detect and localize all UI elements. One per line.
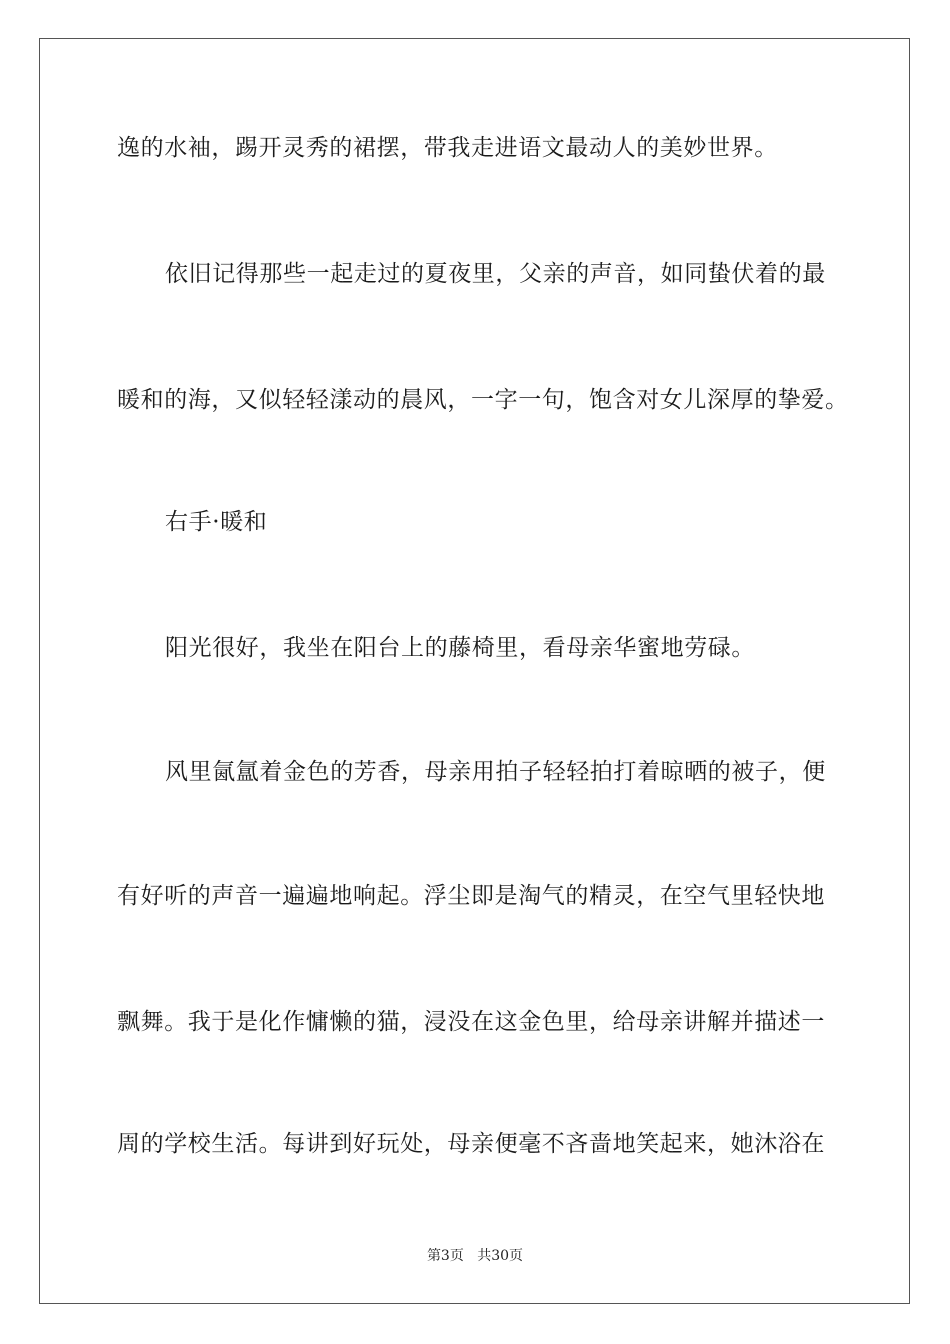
page-number: 第3页 xyxy=(426,1248,464,1264)
page-total: 共30页 xyxy=(477,1248,524,1264)
paragraph-line-4: 阳光很好，我坐在阳台上的藤椅里，看母亲华蜜地劳碌。 xyxy=(165,635,755,661)
paragraph-line-1: 逸的水袖，踢开灵秀的裙摆，带我走进语文最动人的美妙世界。 xyxy=(117,135,778,161)
page-footer xyxy=(0,1246,950,1266)
paragraph-line-5: 风里氤氲着金色的芳香，母亲用拍子轻轻拍打着晾晒的被子，便 xyxy=(165,759,826,785)
page-border xyxy=(39,38,910,1304)
section-heading: 右手·暖和 xyxy=(165,509,268,535)
paragraph-line-8: 周的学校生活。每讲到好玩处，母亲便毫不吝啬地笑起来，她沐浴在 xyxy=(117,1131,825,1157)
paragraph-line-2: 依旧记得那些一起走过的夏夜里，父亲的声音，如同蛰伏着的最 xyxy=(165,261,826,287)
paragraph-line-3: 暖和的海，又似轻轻漾动的晨风，一字一句，饱含对女儿深厚的挚爱。 xyxy=(117,387,849,413)
paragraph-line-7: 飘舞。我于是化作慵懒的猫，浸没在这金色里，给母亲讲解并描述一 xyxy=(117,1009,825,1035)
paragraph-line-6: 有好听的声音一遍遍地响起。浮尘即是淘气的精灵，在空气里轻快地 xyxy=(117,883,825,909)
